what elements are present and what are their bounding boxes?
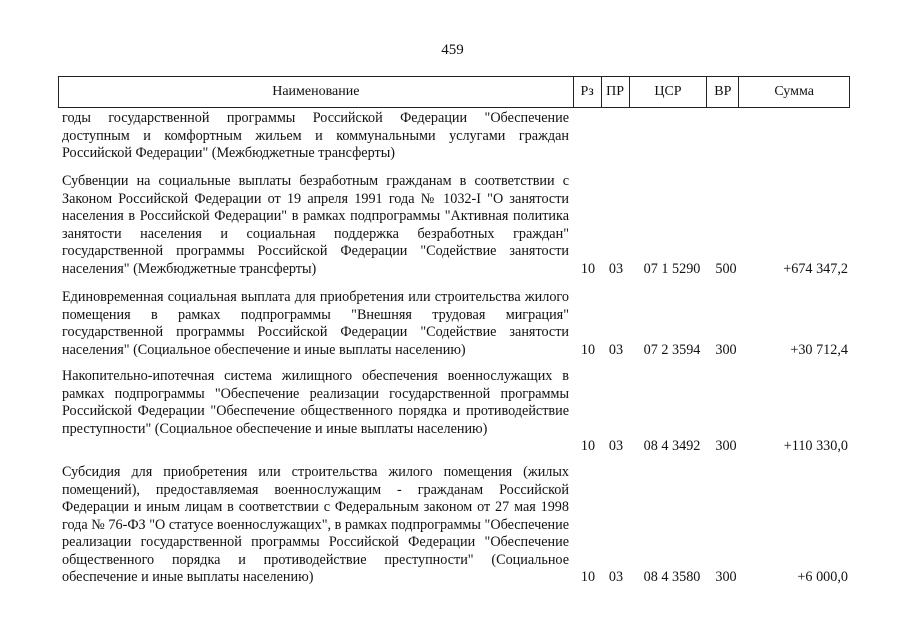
row-pr: 03 (608, 260, 624, 277)
table-row (0, 368, 905, 455)
table-header (58, 76, 850, 108)
row-csr: 07 2 3594 (643, 341, 701, 358)
row-sum: +30 712,4 (790, 341, 848, 358)
row-rz: 10 (580, 437, 596, 454)
row-vr: 300 (715, 341, 737, 358)
table-row (0, 289, 905, 359)
row-sum: +110 330,0 (783, 437, 848, 454)
row-pr: 03 (608, 341, 624, 358)
header-rz: Рз (573, 77, 601, 107)
row-description: Субсидия для приобретения или строительства жилого помещения (жилых помещений), предоставляемая военнослужащим - гражданам Российской Федерации и иным лицам в соответствии с Федеральным законом от 27 мая 1998 года № 76-ФЗ "О статусе военнослужащих", в рамках подпрограммы "Обеспечение реализации государственной программы Российской Федерации "Обеспечение общественного порядка и противодействие преступности" (Социальное обеспечение и иные выплаты населению) (62, 464, 569, 585)
table-row (0, 110, 905, 163)
table-row (0, 464, 905, 586)
row-description: годы государственной программы Российской Федерации "Обеспечение доступным и комфортным жильем и коммунальными услугами граждан Российской Федерации" (Межбюджетные трансферты) (62, 110, 569, 161)
row-vr: 500 (715, 260, 737, 277)
page-number: 459 (441, 42, 464, 58)
row-sum: +674 347,2 (783, 260, 848, 277)
row-csr: 08 4 3492 (643, 437, 701, 454)
row-rz: 10 (580, 341, 596, 358)
header-sum: Сумма (738, 77, 849, 107)
row-csr: 08 4 3580 (643, 568, 701, 585)
row-csr: 07 1 5290 (643, 260, 701, 277)
row-pr: 03 (608, 437, 624, 454)
header-csr: ЦСР (629, 77, 707, 107)
row-description: Субвенции на социальные выплаты безработным гражданам в соответствии с Законом Российской Федерации от 19 апреля 1991 года № 1032-I "О занятости населения в Российской Федерации" в рамках подпрограммы "Активная политика занятости населения и социальная поддержка безработных граждан" государственной программы Российской Федерации "Содействие занятости населения" (Межбюджетные трансферты) (62, 173, 569, 277)
row-rz: 10 (580, 568, 596, 585)
header-vr: ВР (706, 77, 738, 107)
row-description: Накопительно-ипотечная система жилищного обеспечения военнослужащих в рамках подпрограммы "Обеспечение реализации государственной программы Российской Федерации "Обеспечение общественного порядка и противодействие преступности" (Социальное обеспечение и иные выплаты населению) (62, 368, 569, 437)
row-pr: 03 (608, 568, 624, 585)
row-rz: 10 (580, 260, 596, 277)
row-vr: 300 (715, 568, 737, 585)
header-name: Наименование (272, 84, 360, 99)
row-sum: +6 000,0 (797, 568, 848, 585)
header-pr: ПР (601, 77, 629, 107)
row-description: Единовременная социальная выплата для приобретения или строительства жилого помещения в рамках подпрограммы "Внешняя трудовая миграция" государственной программы Российской Федерации "Содействие занятости населения" (Социальное обеспечение и иные выплаты населению) (62, 289, 569, 358)
table-row (0, 173, 905, 278)
row-vr: 300 (715, 437, 737, 454)
